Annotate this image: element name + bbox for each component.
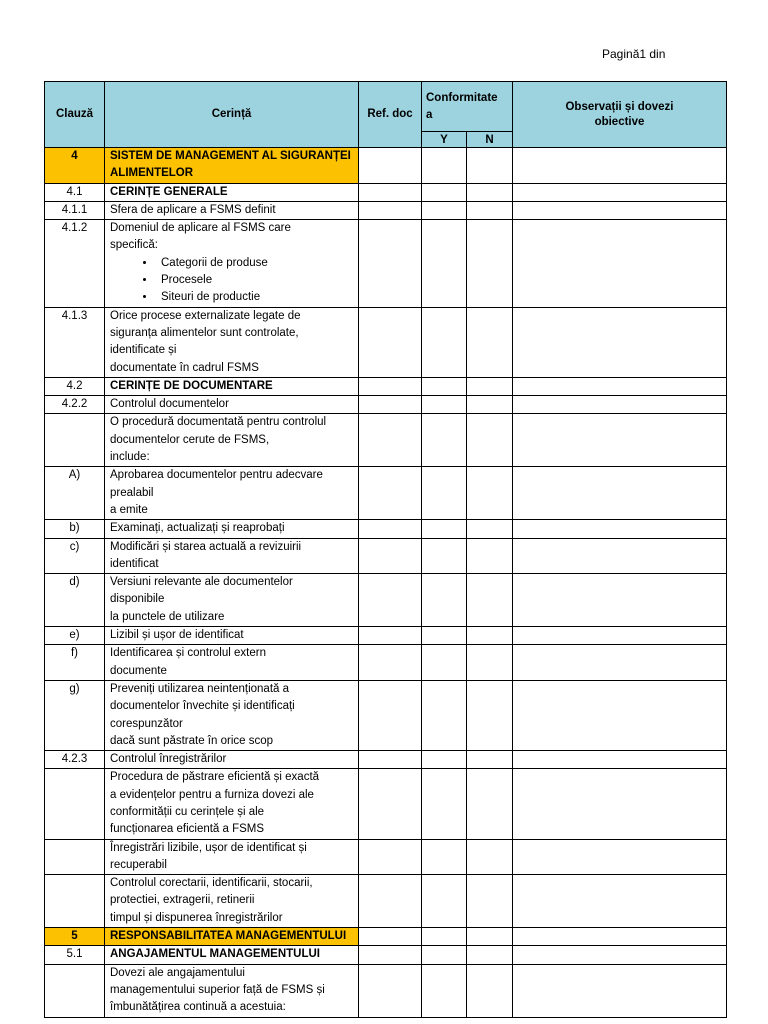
no-cell[interactable] <box>467 220 513 307</box>
no-cell[interactable] <box>467 538 513 574</box>
no-cell[interactable] <box>467 201 513 219</box>
yes-cell[interactable] <box>422 964 467 1017</box>
ref-doc-cell[interactable] <box>359 751 422 769</box>
checklist-table <box>44 81 727 1018</box>
row-clause: 4.2 <box>45 377 105 395</box>
requirement-line: siguranța alimentelor sunt controlate, <box>110 326 299 339</box>
yes-cell[interactable] <box>422 645 467 681</box>
observations-cell[interactable] <box>513 148 727 184</box>
row-clause: c) <box>45 538 105 574</box>
requirement-line: managementului superior față de FSMS și <box>110 983 325 996</box>
ref-doc-cell[interactable] <box>359 964 422 1017</box>
ref-doc-cell[interactable] <box>359 377 422 395</box>
bullet-item: • Categorii de produse <box>156 255 353 272</box>
no-cell[interactable] <box>467 414 513 467</box>
requirement-line: documentate în cadrul FSMS <box>110 361 259 374</box>
no-cell[interactable] <box>467 377 513 395</box>
no-cell[interactable] <box>467 307 513 377</box>
row-requirement <box>105 645 359 681</box>
row-clause: 4.1 <box>45 183 105 201</box>
table-row <box>45 928 727 946</box>
table-row <box>45 574 727 627</box>
requirement-line: a evidențelor pentru a furniza dovezi ale <box>110 788 314 801</box>
ref-doc-cell[interactable] <box>359 680 422 750</box>
row-clause <box>45 839 105 875</box>
table-row <box>45 183 727 201</box>
row-requirement <box>105 680 359 750</box>
table-row <box>45 220 727 307</box>
requirement-line: Înregistrări lizibile, ușor de identificat și <box>110 841 307 854</box>
yes-cell[interactable] <box>422 875 467 928</box>
row-clause: 4.1.2 <box>45 220 105 307</box>
ref-doc-cell[interactable] <box>359 201 422 219</box>
no-cell[interactable] <box>467 946 513 964</box>
ref-doc-cell[interactable] <box>359 538 422 574</box>
yes-cell[interactable] <box>422 680 467 750</box>
row-clause: 4.1.3 <box>45 307 105 377</box>
table-row <box>45 751 727 769</box>
observations-cell[interactable] <box>513 414 727 467</box>
observations-cell[interactable] <box>513 467 727 520</box>
requirement-line: Dovezi ale angajamentului <box>110 966 245 979</box>
requirement-line: Domeniul de aplicare al FSMS care <box>110 222 291 235</box>
no-cell[interactable] <box>467 769 513 839</box>
header-ref-doc: Ref. doc <box>359 82 422 148</box>
row-requirement <box>105 377 359 395</box>
no-cell[interactable] <box>467 964 513 1017</box>
row-clause: d) <box>45 574 105 627</box>
requirement-line: documentelor învechite și identificați <box>110 700 295 713</box>
requirement-line: conformității cu cerințele și ale <box>110 805 265 818</box>
requirement-line: ALIMENTELOR <box>110 167 194 180</box>
no-cell[interactable] <box>467 751 513 769</box>
table-row <box>45 875 727 928</box>
row-clause: A) <box>45 467 105 520</box>
ref-doc-cell[interactable] <box>359 467 422 520</box>
no-cell[interactable] <box>467 680 513 750</box>
ref-doc-cell[interactable] <box>359 396 422 414</box>
requirement-line: Aprobarea documentelor pentru adecvare <box>110 469 323 482</box>
observations-cell[interactable] <box>513 307 727 377</box>
no-cell[interactable] <box>467 396 513 414</box>
requirement-bullets <box>110 255 353 307</box>
requirement-line: SISTEM DE MANAGEMENT AL SIGURANȚEI <box>110 150 351 162</box>
header-conformity <box>422 82 513 132</box>
observations-cell[interactable] <box>513 680 727 750</box>
no-cell[interactable] <box>467 574 513 627</box>
row-clause: f) <box>45 645 105 681</box>
row-clause: g) <box>45 680 105 750</box>
row-requirement <box>105 964 359 1017</box>
ref-doc-cell[interactable] <box>359 946 422 964</box>
no-cell[interactable] <box>467 467 513 520</box>
row-clause: 4.1.1 <box>45 201 105 219</box>
ref-doc-cell[interactable] <box>359 307 422 377</box>
yes-cell[interactable] <box>422 538 467 574</box>
table-row <box>45 627 727 645</box>
requirement-line: ANGAJAMENTUL MANAGEMENTULUI <box>110 948 320 961</box>
yes-cell[interactable] <box>422 377 467 395</box>
row-requirement <box>105 769 359 839</box>
requirement-line: la punctele de utilizare <box>110 610 225 623</box>
requirement-line: specifică: <box>110 239 158 252</box>
ref-doc-cell[interactable] <box>359 520 422 538</box>
requirement-line: RESPONSABILITATEA MANAGEMENTULUI <box>110 930 347 943</box>
requirement-line: Controlul corectarii, identificarii, stocarii, <box>110 877 313 890</box>
row-requirement <box>105 875 359 928</box>
row-requirement <box>105 928 359 946</box>
requirement-line: Preveniți utilizarea neintenționată a <box>110 682 290 695</box>
header-observations-line1: Observații și dovezi <box>565 100 674 113</box>
requirement-line: Procedura de păstrare eficientă și exactă <box>110 771 320 784</box>
row-requirement <box>105 946 359 964</box>
requirement-line: Controlul înregistrărilor <box>110 753 227 766</box>
requirement-line: corespunzător <box>110 717 183 730</box>
ref-doc-cell[interactable] <box>359 928 422 946</box>
requirement-line: Identificarea și controlul extern <box>110 647 266 660</box>
observations-cell[interactable] <box>513 946 727 964</box>
row-requirement <box>105 148 359 184</box>
header-conformity-line2: a <box>426 108 433 121</box>
requirement-line: a emite <box>110 503 148 516</box>
requirement-line: Examinați, actualizați și reaprobați <box>110 522 285 535</box>
table-row <box>45 201 727 219</box>
row-requirement <box>105 220 359 307</box>
header-observations <box>513 82 727 148</box>
yes-cell[interactable] <box>422 307 467 377</box>
ref-doc-cell[interactable] <box>359 627 422 645</box>
row-requirement <box>105 307 359 377</box>
yes-cell[interactable] <box>422 627 467 645</box>
table-row <box>45 946 727 964</box>
table-row <box>45 520 727 538</box>
table-row <box>45 769 727 839</box>
ref-doc-cell[interactable] <box>359 183 422 201</box>
requirement-line: recuperabil <box>110 858 167 871</box>
yes-cell[interactable] <box>422 183 467 201</box>
yes-cell[interactable] <box>422 574 467 627</box>
row-clause: 5 <box>45 928 105 946</box>
requirement-line: Sfera de aplicare a FSMS definit <box>110 203 276 216</box>
ref-doc-cell[interactable] <box>359 220 422 307</box>
observations-cell[interactable] <box>513 627 727 645</box>
observations-cell[interactable] <box>513 220 727 307</box>
row-clause: 4.2.3 <box>45 751 105 769</box>
no-cell[interactable] <box>467 183 513 201</box>
ref-doc-cell[interactable] <box>359 645 422 681</box>
yes-cell[interactable] <box>422 220 467 307</box>
observations-cell[interactable] <box>513 183 727 201</box>
yes-cell[interactable] <box>422 751 467 769</box>
header-yes: Y <box>422 132 467 148</box>
header-clause: Clauză <box>45 82 105 148</box>
row-requirement <box>105 839 359 875</box>
requirement-line: CERINȚE DE DOCUMENTARE <box>110 379 273 392</box>
requirement-line: Versiuni relevante ale documentelor <box>110 576 293 589</box>
no-cell[interactable] <box>467 520 513 538</box>
observations-cell[interactable] <box>513 520 727 538</box>
yes-cell[interactable] <box>422 148 467 184</box>
requirement-line: identificate și <box>110 344 177 357</box>
table-row <box>45 307 727 377</box>
table-row <box>45 645 727 681</box>
table-row <box>45 538 727 574</box>
observations-cell[interactable] <box>513 839 727 875</box>
no-cell[interactable] <box>467 839 513 875</box>
yes-cell[interactable] <box>422 928 467 946</box>
requirement-line: dacă sunt păstrate în orice scop <box>110 734 274 747</box>
row-requirement <box>105 183 359 201</box>
row-requirement <box>105 538 359 574</box>
observations-cell[interactable] <box>513 928 727 946</box>
row-requirement <box>105 751 359 769</box>
ref-doc-cell[interactable] <box>359 839 422 875</box>
row-requirement <box>105 467 359 520</box>
requirement-line: Modificări și starea actuală a revizuirii <box>110 540 302 553</box>
row-requirement <box>105 414 359 467</box>
requirement-line: timpul și dispunerea înregistrărilor <box>110 911 283 924</box>
observations-cell[interactable] <box>513 964 727 1017</box>
requirement-line: identificat <box>110 557 159 570</box>
header-no: N <box>467 132 513 148</box>
observations-cell[interactable] <box>513 574 727 627</box>
requirement-line: prealabil <box>110 486 154 499</box>
ref-doc-cell[interactable] <box>359 148 422 184</box>
table-row <box>45 377 727 395</box>
requirement-line: Orice procese externalizate legate de <box>110 309 301 322</box>
requirement-line: disponibile <box>110 593 165 606</box>
row-clause: e) <box>45 627 105 645</box>
header-conformity-line1: Conformitate <box>426 91 498 104</box>
yes-cell[interactable] <box>422 414 467 467</box>
yes-cell[interactable] <box>422 201 467 219</box>
requirement-line: îmbunătățirea continuă a acestuia: <box>110 1001 286 1014</box>
yes-cell[interactable] <box>422 839 467 875</box>
ref-doc-cell[interactable] <box>359 414 422 467</box>
table-row <box>45 467 727 520</box>
requirement-line: O procedură documentată pentru controlul <box>110 416 327 429</box>
row-clause <box>45 414 105 467</box>
observations-cell[interactable] <box>513 201 727 219</box>
row-clause: 4 <box>45 148 105 184</box>
table-row <box>45 964 727 1017</box>
observations-cell[interactable] <box>513 538 727 574</box>
table-row <box>45 680 727 750</box>
table-row <box>45 396 727 414</box>
row-requirement <box>105 520 359 538</box>
row-requirement <box>105 396 359 414</box>
row-clause: b) <box>45 520 105 538</box>
bullet-item: • Procesele <box>156 272 353 289</box>
observations-cell[interactable] <box>513 396 727 414</box>
requirement-line: include: <box>110 451 150 464</box>
requirement-line: documentelor cerute de FSMS, <box>110 433 270 446</box>
header-observations-line2: obiective <box>594 115 645 128</box>
row-clause: 4.2.2 <box>45 396 105 414</box>
table-row <box>45 148 727 184</box>
no-cell[interactable] <box>467 928 513 946</box>
requirement-line: Lizibil și ușor de identificat <box>110 629 244 642</box>
requirement-line: funcționarea eficientă a FSMS <box>110 823 265 836</box>
table-row <box>45 414 727 467</box>
yes-cell[interactable] <box>422 396 467 414</box>
row-clause <box>45 964 105 1017</box>
ref-doc-cell[interactable] <box>359 875 422 928</box>
observations-cell[interactable] <box>513 645 727 681</box>
row-clause <box>45 769 105 839</box>
yes-cell[interactable] <box>422 769 467 839</box>
yes-cell[interactable] <box>422 467 467 520</box>
requirement-line: protectiei, extragerii, retinerii <box>110 894 255 907</box>
yes-cell[interactable] <box>422 946 467 964</box>
requirement-line: CERINȚE GENERALE <box>110 185 228 198</box>
row-requirement <box>105 574 359 627</box>
no-cell[interactable] <box>467 627 513 645</box>
observations-cell[interactable] <box>513 875 727 928</box>
yes-cell[interactable] <box>422 520 467 538</box>
bullet-item: • Siteuri de productie <box>156 289 353 306</box>
requirement-line: documente <box>110 664 167 677</box>
row-clause: 5.1 <box>45 946 105 964</box>
row-requirement <box>105 201 359 219</box>
table-row <box>45 839 727 875</box>
observations-cell[interactable] <box>513 377 727 395</box>
requirement-line: Controlul documentelor <box>110 398 229 411</box>
no-cell[interactable] <box>467 148 513 184</box>
page-number: Pagină1 din <box>602 47 666 61</box>
observations-cell[interactable] <box>513 751 727 769</box>
ref-doc-cell[interactable] <box>359 574 422 627</box>
ref-doc-cell[interactable] <box>359 769 422 839</box>
header-requirement: Cerință <box>105 82 359 148</box>
no-cell[interactable] <box>467 645 513 681</box>
observations-cell[interactable] <box>513 769 727 839</box>
row-clause <box>45 875 105 928</box>
row-requirement <box>105 627 359 645</box>
no-cell[interactable] <box>467 875 513 928</box>
